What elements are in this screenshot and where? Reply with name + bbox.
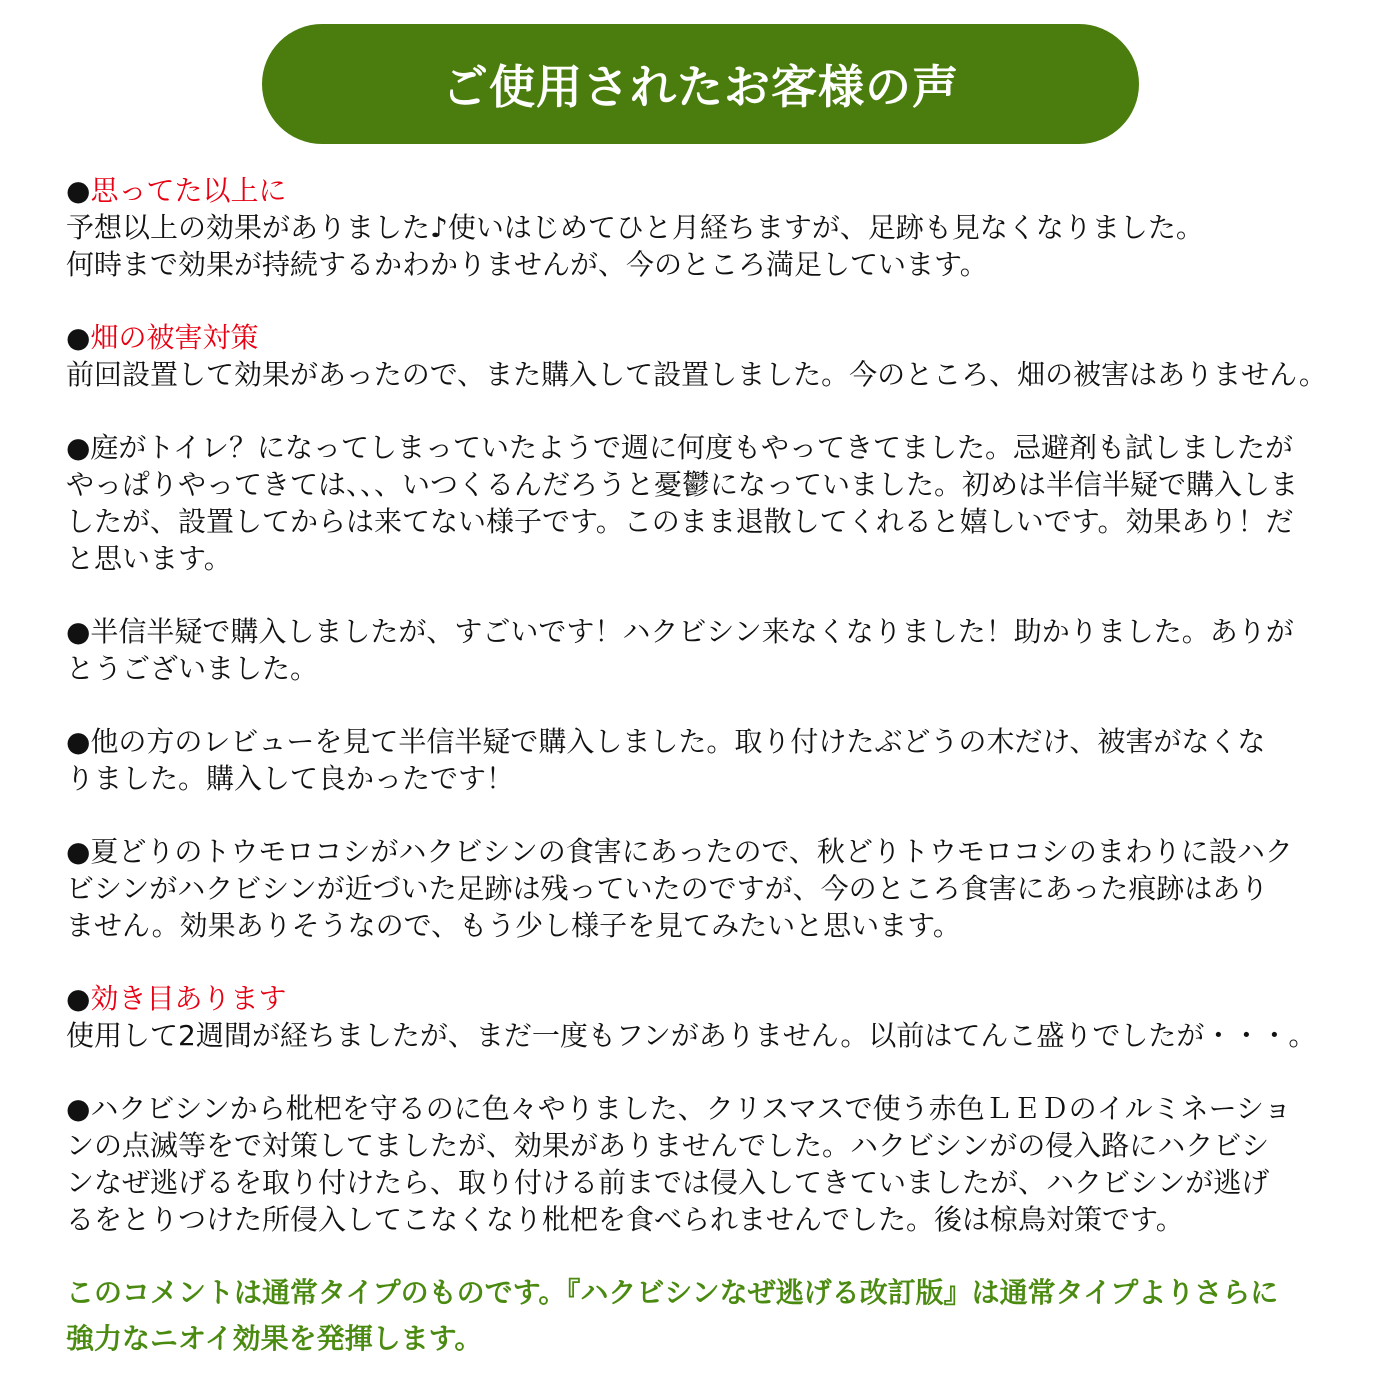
review-text: と思います。 [66, 542, 232, 575]
review-heading-text: 思ってた以上に [90, 174, 287, 207]
note-text: 強力なニオイ効果を発揮します。 [66, 1322, 483, 1355]
review-text: ません。効果ありそうなので、もう少し様子を見てみたいと思います。 [66, 909, 961, 942]
review-text: ビシンがハクビシンが近づいた足跡は残っていたのですが、今のところ食害にあった痕跡はあり [66, 872, 1269, 905]
review-heading [66, 319, 1346, 356]
review-text: りました。購入して良かったです！ [66, 762, 515, 795]
review-text: 前回設置して効果があったので、また購入して設置しました。今のところ、畑の被害はありません。 [66, 358, 1327, 391]
review-text: ●他の方のレビューを見て半信半疑で購入しました。取り付けたぶどうの木だけ、被害がなくな [66, 725, 1266, 758]
review-heading-text: 畑の被害対策 [90, 321, 259, 354]
review-text: やっぱりやってきては、、、いつくるんだろうと憂鬱になっていました。初めは半信半疑で購入しま [66, 468, 1299, 501]
review-item [66, 613, 1346, 687]
review-text: 予想以上の効果がありました♪使いはじめてひと月経ちますが、足跡も見なくなりました。 [66, 211, 1204, 244]
review-heading [66, 172, 1346, 209]
bullet-icon: ● [66, 174, 91, 207]
footer-note [66, 1270, 1346, 1362]
review-text: るをとりつけた所侵入してこなくなり枇杷を食べられませんでした。後は椋鳥対策です。 [66, 1203, 1184, 1236]
review-text: ンなぜ逃げるを取り付けたら、取り付ける前までは侵入してきていましたが、ハクビシンが逃げ [66, 1166, 1270, 1199]
review-item [66, 1090, 1346, 1238]
bullet-icon: ● [66, 982, 91, 1015]
note-text: このコメントは通常タイプのものです。『ハクビシンなぜ逃げる改訂版』は通常タイプよりさらに [66, 1276, 1279, 1309]
review-text: ●ハクビシンから枇杷を守るのに色々やりました、クリスマスで使う赤色ＬＥＤのイルミネーショ [66, 1092, 1292, 1125]
review-text: したが、設置してからは来てない様子です。このまま退散してくれると嬉しいです。効果あり！だ [66, 505, 1294, 538]
review-text: ●半信半疑で購入しましたが、すごいです！ハクビシン来なくなりました！助かりました。ありが [66, 615, 1294, 648]
review-text: ●夏どりのトウモロコシがハクビシンの食害にあったので、秋どりトウモロコシのまわりに設ハク [66, 835, 1293, 868]
review-text: ●庭がトイレ？になってしまっていたようで週に何度もやってきてました。忌避剤も試しましたが [66, 431, 1294, 464]
review-item [66, 429, 1346, 577]
bullet-icon: ● [66, 321, 91, 354]
review-heading [66, 980, 1346, 1017]
review-item [66, 980, 1346, 1054]
review-item [66, 723, 1346, 797]
title-banner [262, 24, 1139, 144]
review-text: とうございました。 [66, 652, 319, 685]
review-item [66, 319, 1346, 393]
review-text: ンの点滅等をで対策してましたが、効果がありませんでした。ハクビシンがの侵入路にハクビシ [66, 1129, 1270, 1162]
review-heading-text: 効き目あります [90, 982, 287, 1015]
review-item [66, 172, 1346, 283]
review-list [66, 172, 1346, 1274]
page-title: ご使用されたお客様の声 [442, 60, 959, 114]
review-text: 何時まで効果が持続するかわかりませんが、今のところ満足しています。 [66, 248, 988, 281]
review-text: 使用して2週間が経ちましたが、まだ一度もフンがありません。以前はてんこ盛りでしたが・・・。 [66, 1019, 1317, 1052]
review-item [66, 833, 1346, 944]
